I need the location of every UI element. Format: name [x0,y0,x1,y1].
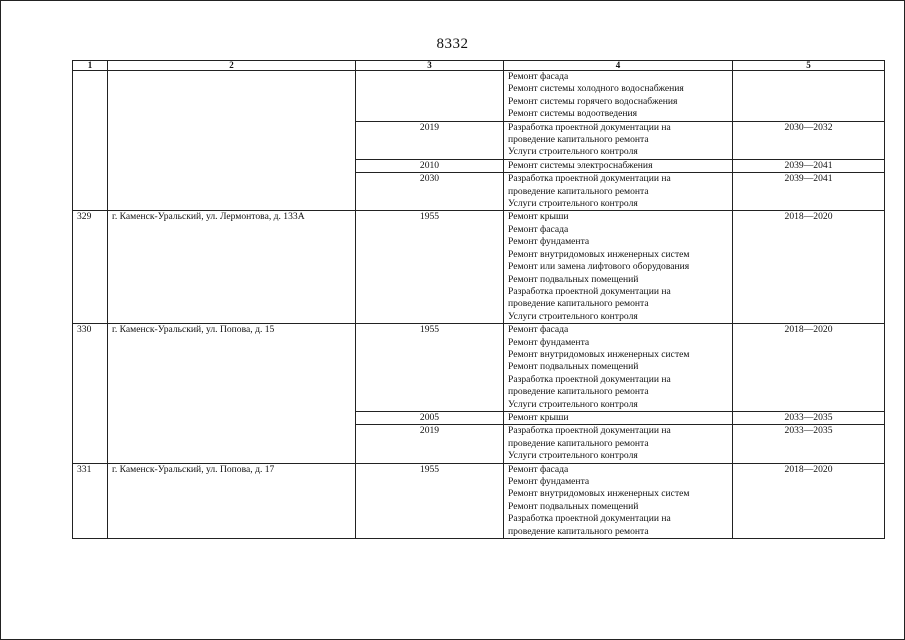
period-cell: 2039—2041 [733,159,885,172]
table-row [73,463,885,538]
work-item: Услуги строительного контроля [508,146,638,158]
column-header: 3 [356,61,504,71]
work-item: Ремонт системы электроснабжения [508,159,653,171]
period-cell: 2018—2020 [733,463,885,538]
table-row [73,211,885,324]
work-item: Услуги строительного контроля [508,450,638,462]
work-item: Ремонт подвальных помещений [508,273,639,285]
year-cell: 2019 [356,425,504,463]
work-item: Ремонт системы холодного водоснабжения [508,83,684,95]
period-cell [733,71,885,122]
work-item: Ремонт фасада [508,463,569,475]
work-item: Ремонт подвальных помещений [508,361,639,373]
year-cell: 2030 [356,173,504,211]
building-address [108,71,356,211]
work-item: проведение капитального ремонта [508,386,649,398]
works-cell [504,71,733,122]
works-cell [504,159,733,172]
column-header: 5 [733,61,885,71]
works-cell [504,425,733,463]
table-body [73,71,885,539]
work-item: Ремонт подвальных помещений [508,500,639,512]
column-header: 4 [504,61,733,71]
period-cell: 2033—2035 [733,425,885,463]
page-number: 8332 [436,36,469,52]
work-item: Ремонт крыши [508,211,569,223]
work-item: Ремонт внутридомовых инженерных систем [508,348,690,360]
work-item: Услуги строительного контроля [508,398,638,410]
column-header: 1 [73,61,108,71]
works-cell [504,463,733,538]
year-cell: 2019 [356,121,504,159]
work-item: Разработка проектной документации на [508,121,671,133]
work-item: Ремонт фасада [508,324,569,336]
work-item: Услуги строительного контроля [508,198,638,210]
building-address: г. Каменск-Уральский, ул. Попова, д. 15 [108,324,356,463]
object-number: 329 [73,211,108,324]
work-item: проведение капитального ремонта [508,525,649,537]
year-cell: 2005 [356,411,504,424]
work-item: Ремонт системы горячего водоснабжения [508,95,678,107]
works-cell [504,324,733,412]
year-cell: 1955 [356,211,504,324]
work-item: Ремонт фасада [508,71,569,82]
period-cell: 2018—2020 [733,211,885,324]
work-item: Ремонт фундамента [508,476,590,487]
work-item: Разработка проектной документации на [508,425,671,437]
works-cell [504,211,733,324]
work-item: Разработка проектной документации на [508,513,671,525]
column-header-row [73,61,885,71]
period-cell: 2018—2020 [733,324,885,412]
table-row [73,324,885,412]
year-cell: 1955 [356,463,504,538]
object-number: 330 [73,324,108,463]
work-item: проведение капитального ремонта [508,437,649,449]
building-address: г. Каменск-Уральский, ул. Лермонтова, д. 133А [108,211,356,324]
repair-schedule-table [72,60,885,539]
object-number [73,71,108,211]
year-cell: 2010 [356,159,504,172]
work-item: Услуги строительного контроля [508,310,638,322]
work-item: Ремонт или замена лифтового оборудования [508,261,690,273]
object-number: 331 [73,463,108,538]
period-cell: 2039—2041 [733,173,885,211]
column-header: 2 [108,61,356,71]
year-cell [356,71,504,122]
work-item: Разработка проектной документации на [508,285,671,297]
period-cell: 2030—2032 [733,121,885,159]
work-item: Разработка проектной документации на [508,173,671,185]
work-item: проведение капитального ремонта [508,298,649,310]
building-address: г. Каменск-Уральский, ул. Попова, д. 17 [108,463,356,538]
work-item: Разработка проектной документации на [508,373,671,385]
work-item: Ремонт внутридомовых инженерных систем [508,488,690,500]
work-item: проведение капитального ремонта [508,185,649,197]
work-item: проведение капитального ремонта [508,134,649,146]
table-row [73,71,885,122]
works-cell [504,121,733,159]
work-item: Ремонт системы водоотведения [508,108,638,120]
works-cell [504,173,733,211]
year-cell: 1955 [356,324,504,412]
work-item: Ремонт внутридомовых инженерных систем [508,248,690,260]
work-item: Ремонт крыши [508,411,569,423]
work-item: Ремонт фасада [508,223,569,235]
work-item: Ремонт фундамента [508,236,590,248]
works-cell [504,411,733,424]
work-item: Ремонт фундамента [508,336,590,348]
period-cell: 2033—2035 [733,411,885,424]
